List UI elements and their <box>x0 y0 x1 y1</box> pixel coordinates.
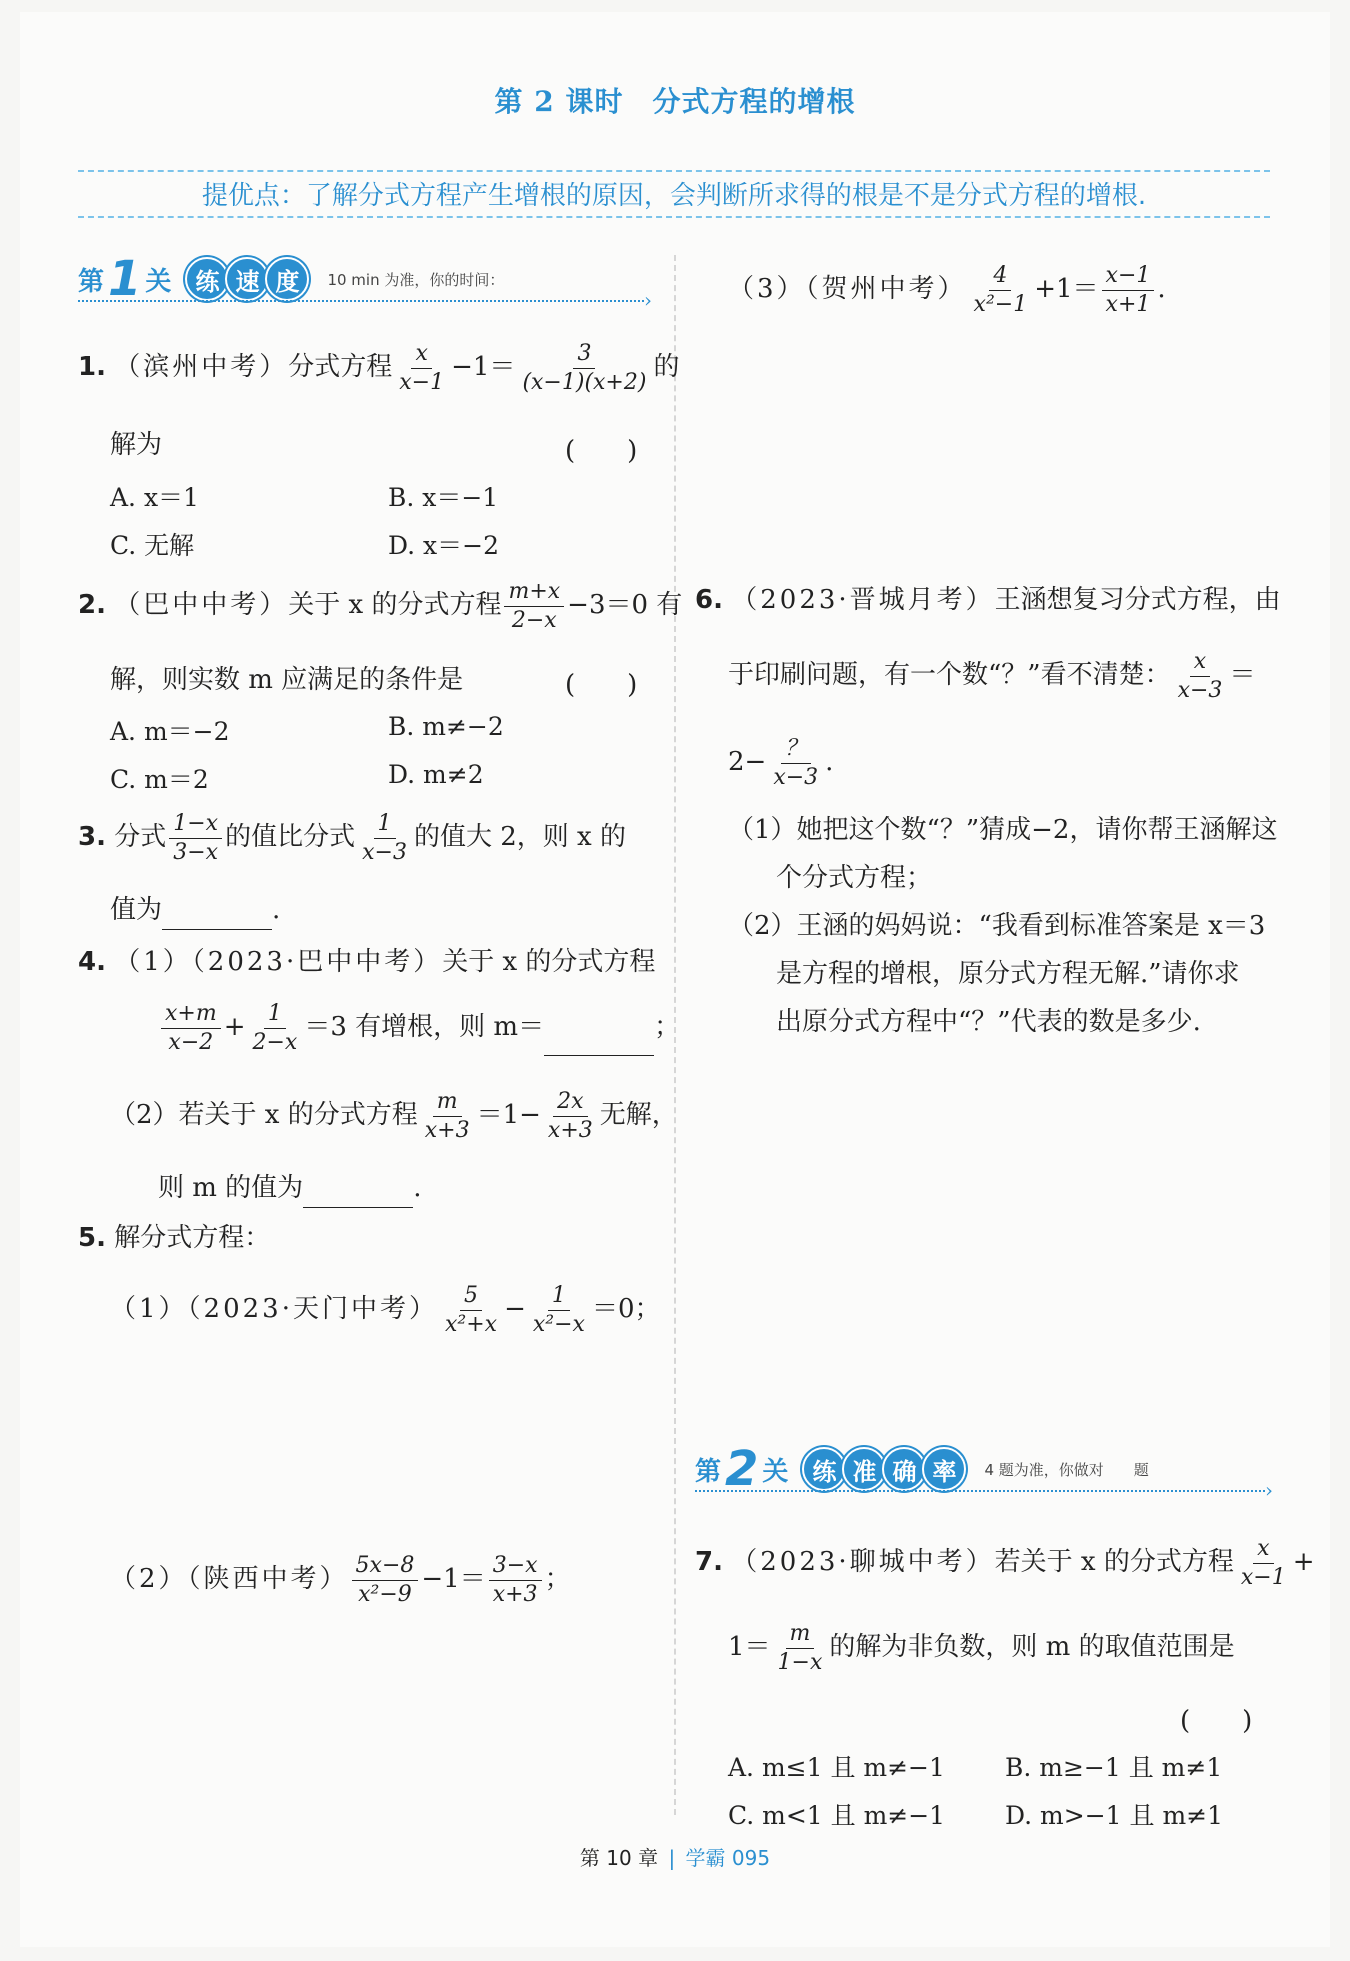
divider-bottom <box>78 216 1270 218</box>
answer-blank[interactable] <box>162 905 272 930</box>
option-c: C. 无解 <box>110 531 195 560</box>
fraction <box>518 340 650 396</box>
fraction <box>395 340 448 396</box>
answer-parentheses: ( ) <box>565 436 638 466</box>
fraction <box>421 1088 474 1144</box>
question-text: 的解为非负数，则 m 的取值范围是 <box>829 1632 1235 1662</box>
question-text: + <box>1292 1547 1315 1577</box>
question-source: （2023·晋城月考） <box>731 585 995 615</box>
question-4-1-equation <box>158 1000 680 1056</box>
denominator: x+3 <box>424 1117 470 1143</box>
question-text: 的 <box>653 352 680 382</box>
footer-brand-page: 学霸 095 <box>685 1846 771 1870</box>
denominator: x−3 <box>362 839 407 865</box>
question-3 <box>78 810 626 866</box>
numerator: 5x−8 <box>352 1552 419 1581</box>
fraction <box>1102 262 1155 318</box>
section-2-header <box>695 1441 1149 1497</box>
question-text: ＝3 有增根，则 m＝ <box>304 1012 545 1042</box>
question-5-3 <box>728 262 1166 318</box>
question-4-2 <box>110 1088 678 1144</box>
question-text: 1＝ <box>728 1632 771 1662</box>
option-c: C. m＝2 <box>110 765 209 794</box>
numerator: m <box>786 1620 815 1649</box>
section-2-badges <box>802 1447 962 1491</box>
section-1-badge: 速 <box>225 257 269 301</box>
numerator: x <box>1253 1535 1273 1564</box>
section-2-badge: 准 <box>842 1447 886 1491</box>
section-2-badge: 率 <box>922 1447 966 1491</box>
numerator: 2x <box>553 1088 587 1117</box>
option-d: D. m≠2 <box>388 760 484 789</box>
denominator: x−2 <box>168 1029 214 1055</box>
fraction <box>1174 648 1227 704</box>
section-1-badges <box>185 257 305 301</box>
question-source: （1）（2023·天门中考） <box>110 1294 438 1324</box>
answer-parentheses: ( ) <box>1180 1706 1253 1736</box>
section-2-badge: 练 <box>802 1447 846 1491</box>
answer-blank[interactable] <box>303 1183 413 1208</box>
numerator: 5 <box>460 1282 482 1311</box>
answer-parentheses: ( ) <box>565 670 638 700</box>
numerator: x+m <box>161 1000 221 1029</box>
denominator: 2−x <box>511 607 557 633</box>
footer-chapter: 第 10 章 <box>579 1846 659 1870</box>
denominator: x−3 <box>1177 677 1223 703</box>
question-6-2-line2: 是方程的增根，原分式方程无解.”请你求 <box>776 959 1240 989</box>
question-text: ； <box>544 1564 571 1594</box>
question-number: 4. <box>78 947 106 977</box>
numerator: m <box>433 1088 462 1117</box>
numerator: 1 <box>264 1000 286 1029</box>
section-2-di: 第 <box>695 1456 722 1487</box>
option-b: B. m≠−2 <box>388 712 504 741</box>
question-text: − <box>504 1294 526 1324</box>
question-text: 关于 x 的分式方程 <box>442 947 656 977</box>
question-2 <box>78 578 682 634</box>
question-number: 2. <box>78 590 106 620</box>
question-6 <box>695 580 1281 620</box>
page-title: 第 2 课时 分式方程的增根 <box>494 85 856 118</box>
section-1-di: 第 <box>78 266 105 297</box>
denominator: 3−x <box>173 839 219 865</box>
question-4-2-line2 <box>158 1168 421 1208</box>
numerator: x <box>411 340 431 369</box>
fraction <box>769 735 822 791</box>
section-1-note: 10 min 为准，你的时间： <box>327 270 505 289</box>
section-1-arrow <box>78 300 644 302</box>
section-2-guan: 关 <box>762 1456 789 1487</box>
numerator: 1 <box>374 810 396 839</box>
denominator: (x−1)(x+2) <box>522 369 647 395</box>
question-6-line3 <box>728 735 833 791</box>
option-b: B. x＝−1 <box>388 483 499 512</box>
denominator: x+3 <box>547 1117 593 1143</box>
question-text: −1＝ <box>421 1564 486 1594</box>
numerator: 1 <box>548 1282 570 1311</box>
key-point-text: 提优点：了解分式方程产生增根的原因，会判断所求得的根是不是分式方程的增根. <box>201 181 1147 211</box>
option-a: A. x＝1 <box>110 483 199 512</box>
denominator: x²+x <box>444 1311 498 1337</box>
question-text: ＝1− <box>476 1100 541 1130</box>
option-b: B. m≥−1 且 m≠1 <box>1005 1753 1223 1782</box>
denominator: 1−x <box>777 1649 823 1675</box>
fraction <box>970 262 1032 318</box>
numerator: 1−x <box>169 810 222 839</box>
question-5-2 <box>110 1552 571 1608</box>
fraction <box>358 810 411 866</box>
question-text: 无解， <box>599 1100 678 1130</box>
answer-blank[interactable] <box>544 1031 654 1056</box>
question-1-line2: 解为 <box>110 430 163 460</box>
question-2-line2: 解，则实数 m 应满足的条件是 <box>110 665 464 695</box>
question-text: ； <box>654 1012 681 1042</box>
question-text: 关于 x 的分式方程 <box>288 590 502 620</box>
question-text: 的值大 2，则 x 的 <box>413 822 626 852</box>
question-1 <box>78 340 679 396</box>
denominator: x−3 <box>773 764 819 790</box>
question-source: （2023·聊城中考） <box>731 1547 995 1577</box>
question-number: 3. <box>78 822 106 852</box>
question-text: . <box>825 747 834 777</box>
denominator: 2−x <box>252 1029 298 1055</box>
section-2-arrow <box>695 1490 1265 1492</box>
numerator: ？ <box>781 735 811 764</box>
question-number: 7. <box>695 1547 723 1577</box>
question-7-line2 <box>728 1620 1235 1676</box>
question-text: 王涵想复习分式方程，由 <box>994 585 1281 615</box>
numerator: 3−x <box>489 1552 542 1581</box>
option-d: D. m>−1 且 m≠1 <box>1005 1801 1224 1830</box>
question-number: 5. <box>78 1223 106 1253</box>
denominator: x−1 <box>1240 1564 1286 1590</box>
question-source: （巴中中考） <box>114 590 289 620</box>
denominator: x²−1 <box>973 291 1028 317</box>
option-c: C. m<1 且 m≠−1 <box>728 1801 946 1830</box>
numerator: 3 <box>573 340 595 369</box>
fraction <box>489 1552 542 1608</box>
fraction <box>1237 1535 1290 1591</box>
question-text: （2）若关于 x 的分式方程 <box>110 1100 418 1130</box>
question-text: +1＝ <box>1034 274 1099 304</box>
section-1-guan: 关 <box>145 266 172 297</box>
question-source: （1）（2023·巴中中考） <box>114 947 443 977</box>
section-1-number: 1 <box>108 251 142 307</box>
numerator: m+x <box>504 578 564 607</box>
question-text: −3＝0 有 <box>567 590 683 620</box>
question-6-1-line2: 个分式方程； <box>776 863 933 893</box>
question-6-1-line1: （1）她把这个数“？”猜成−2，请你帮王涵解这 <box>728 815 1278 845</box>
question-5-1 <box>110 1282 660 1338</box>
question-3-line2 <box>110 890 280 930</box>
question-text: . <box>1157 274 1166 304</box>
section-1-badge: 练 <box>185 257 229 301</box>
question-source: （滨州中考） <box>114 352 289 382</box>
question-text: 若关于 x 的分式方程 <box>994 1547 1234 1577</box>
section-1-header <box>78 251 505 307</box>
question-6-2-line1: （2）王涵的妈妈说：“我看到标准答案是 x＝3 <box>728 911 1266 941</box>
question-6-2-line3: 出原分式方程中“？”代表的数是多少. <box>776 1007 1201 1037</box>
question-text: + <box>223 1012 246 1042</box>
question-text: −1＝ <box>451 352 516 382</box>
divider-top <box>78 170 1270 172</box>
question-text: . <box>413 1173 422 1203</box>
denominator: x²−x <box>532 1311 585 1337</box>
denominator: x−1 <box>399 369 445 395</box>
footer-separator: | <box>668 1846 676 1870</box>
section-1-badge: 度 <box>265 257 309 301</box>
fraction <box>774 1620 827 1676</box>
section-2-number: 2 <box>725 1441 759 1497</box>
section-2-badge: 确 <box>882 1447 926 1491</box>
fraction <box>529 1282 589 1338</box>
question-text: 解分式方程： <box>114 1223 271 1253</box>
fraction <box>544 1088 597 1144</box>
question-number: 6. <box>695 585 723 615</box>
numerator: x <box>1190 648 1210 677</box>
question-number: 1. <box>78 352 106 382</box>
page-footer <box>0 1842 1350 1871</box>
numerator: x−1 <box>1102 262 1155 291</box>
question-text: 的值比分式 <box>225 822 356 852</box>
denominator: x²−9 <box>358 1581 412 1607</box>
question-source: （2）（陕西中考） <box>110 1564 349 1594</box>
option-d: D. x＝−2 <box>388 531 499 560</box>
question-text: 于印刷问题，有一个数“？”看不清楚： <box>728 660 1171 690</box>
denominator: x+1 <box>1105 291 1151 317</box>
question-text: . <box>272 895 281 925</box>
question-5 <box>78 1218 270 1258</box>
question-4 <box>78 942 655 982</box>
fraction <box>441 1282 501 1338</box>
fraction <box>249 1000 302 1056</box>
option-a: A. m≤1 且 m≠−1 <box>728 1753 945 1782</box>
fraction <box>352 1552 419 1608</box>
question-7 <box>695 1535 1315 1591</box>
question-source: （3）（贺州中考） <box>728 274 967 304</box>
question-text: 2− <box>728 747 767 777</box>
fraction <box>169 810 222 866</box>
denominator: x+3 <box>492 1581 538 1607</box>
question-text: ＝0； <box>591 1294 661 1324</box>
fraction <box>504 578 564 634</box>
question-text: 分式 <box>114 822 167 852</box>
question-text: 则 m 的值为 <box>158 1173 304 1203</box>
question-text: 值为 <box>110 895 163 925</box>
section-2-note: 4 题为准，你做对 题 <box>984 1460 1149 1479</box>
question-text: 分式方程 <box>288 352 393 382</box>
option-a: A. m＝−2 <box>110 717 230 746</box>
numerator: 4 <box>989 262 1011 291</box>
question-6-line2 <box>728 648 1255 704</box>
fraction <box>161 1000 221 1056</box>
question-text: ＝ <box>1229 660 1256 690</box>
